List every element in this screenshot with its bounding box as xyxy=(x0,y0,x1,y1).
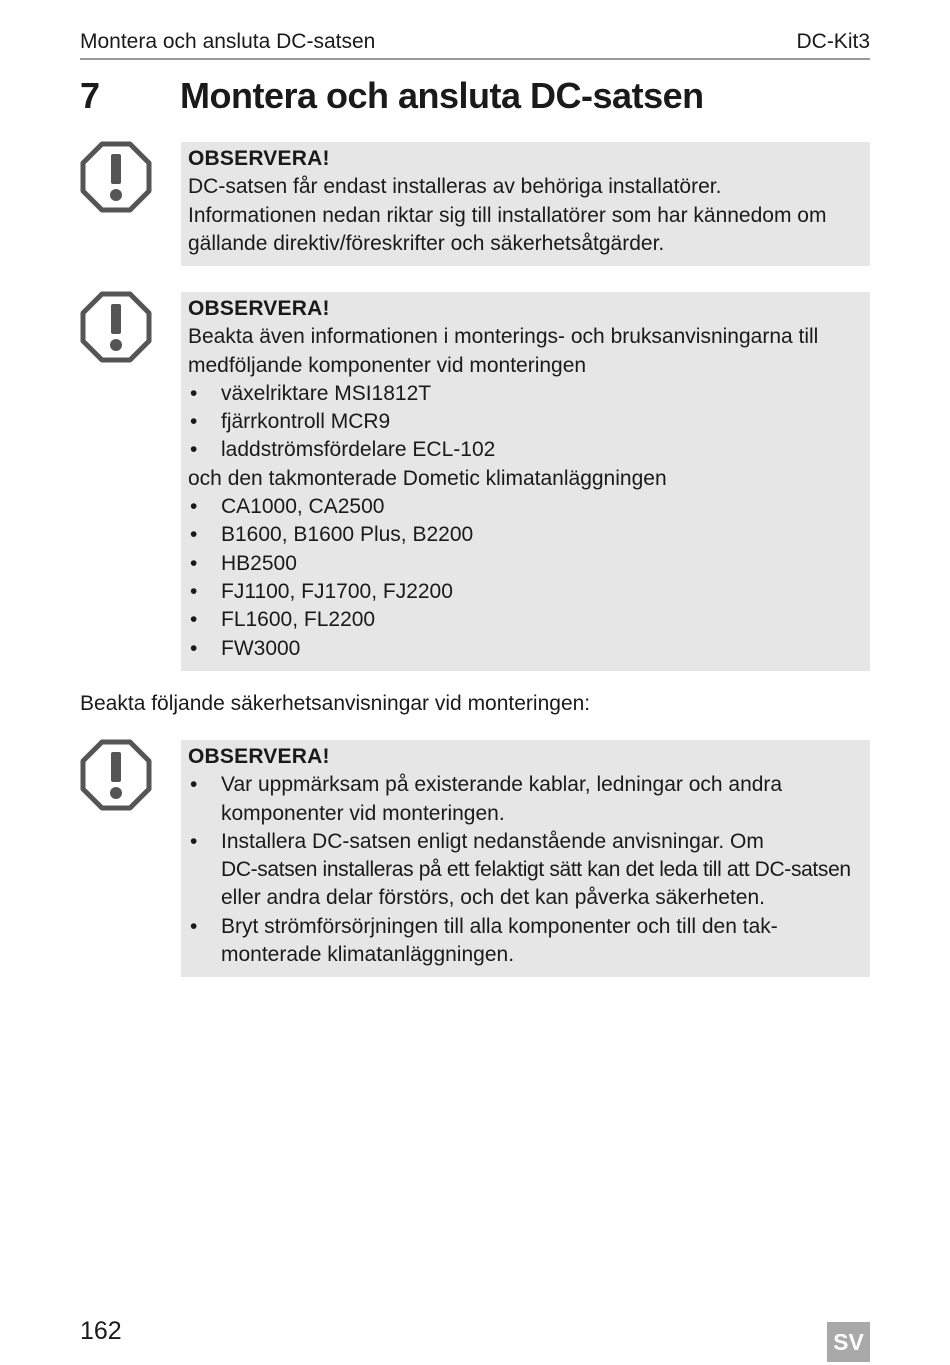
safety-list xyxy=(188,771,860,969)
list-item: • B1600, B1600 Plus, B2200 xyxy=(188,521,860,549)
chapter-title: Montera och ansluta DC-satsen xyxy=(180,75,704,116)
list-item-line: eller andra delar förstörs, och det kan påverka säkerheten. xyxy=(221,886,765,910)
list-item: • FW3000 xyxy=(188,635,860,663)
list-item: • laddströmsfördelare ECL-102 xyxy=(188,436,860,464)
warning-octagon-icon xyxy=(80,141,152,213)
list-item: • CA1000, CA2500 xyxy=(188,493,860,521)
notice-text-line: och den takmonterade Dometic klimatanläggningen xyxy=(188,466,667,490)
warning-octagon-icon xyxy=(80,739,152,811)
notice-text-line: medföljande komponenter vid monteringen xyxy=(188,353,587,377)
header-product-name: DC-Kit3 xyxy=(796,30,870,53)
list-item-line: • Installera DC-satsen enligt nedanstående anvisningar. Om xyxy=(221,829,764,853)
page-number: 162 xyxy=(80,1317,122,1345)
notice-heading: OBSERVERA! xyxy=(188,745,330,768)
notice-box-installers xyxy=(181,142,870,266)
notice-text-line: gällande direktiv/föreskrifter och säkerhetsåtgärder. xyxy=(188,231,665,255)
list-item: • FJ1100, FJ1700, FJ2200 xyxy=(188,578,860,606)
component-list xyxy=(188,380,860,465)
list-item: • växelriktare MSI1812T xyxy=(188,380,860,408)
notice-box-safety xyxy=(181,740,870,977)
notice-heading: OBSERVERA! xyxy=(188,297,330,320)
list-item-line: • Var uppmärksam på existerande kablar, ledningar och andra xyxy=(221,773,783,797)
running-header xyxy=(80,28,870,60)
list-item xyxy=(188,828,860,913)
list-item: • fjärrkontroll MCR9 xyxy=(188,408,860,436)
list-item: • HB2500 xyxy=(188,550,860,578)
list-item-line: DC-satsen installeras på ett felaktigt sätt kan det leda till att DC-satsen xyxy=(221,858,851,882)
notice-heading: OBSERVERA! xyxy=(188,147,330,170)
list-item: • FL1600, FL2200 xyxy=(188,606,860,634)
list-item xyxy=(188,771,860,828)
safety-intro-text: Beakta följande säkerhetsanvisningar vid monteringen: xyxy=(80,692,591,715)
language-badge: SV xyxy=(827,1322,870,1362)
notice-box-components xyxy=(181,292,870,671)
list-item-line: komponenter vid monteringen. xyxy=(221,801,505,825)
list-item-line: monterade klimatanläggningen. xyxy=(221,943,515,967)
chapter-number: 7 xyxy=(80,75,100,116)
climate-model-list xyxy=(188,493,860,663)
notice-text-line: DC-satsen får endast installeras av behöriga installatörer. xyxy=(188,175,722,199)
notice-text-line: Informationen nedan riktar sig till installatörer som har kännedom om xyxy=(188,203,827,227)
list-item xyxy=(188,913,860,970)
list-item-line: • Bryt strömförsörjningen till alla komponenter och till den tak- xyxy=(221,914,778,938)
warning-octagon-icon xyxy=(80,291,152,363)
notice-text-line: Beakta även informationen i monterings- och bruksanvisningarna till xyxy=(188,325,819,349)
header-section-title: Montera och ansluta DC-satsen xyxy=(80,30,376,53)
